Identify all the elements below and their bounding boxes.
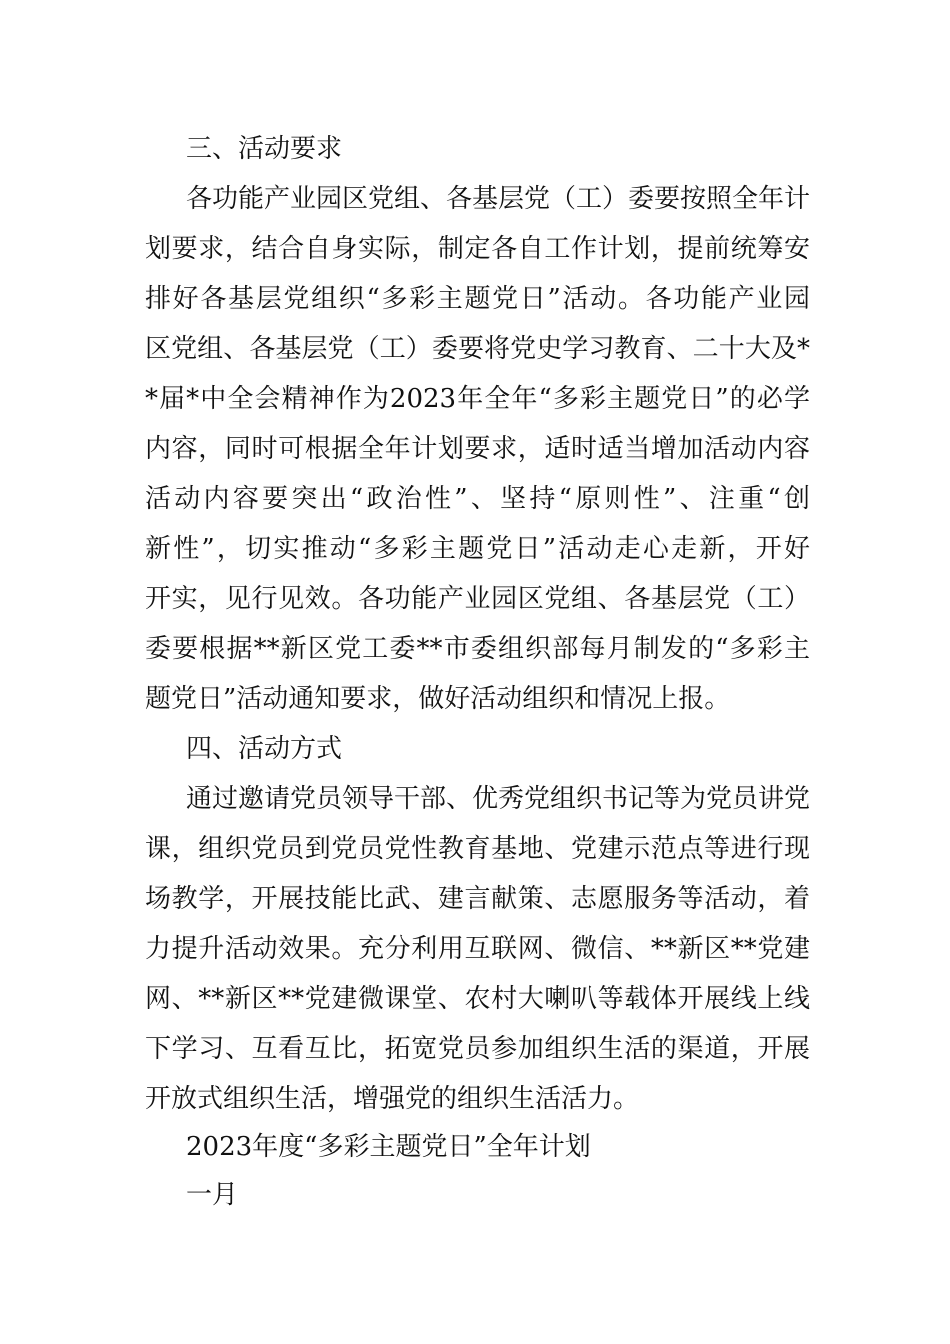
paragraph-line: 力提升活动效果。充分利用互联网、微信、**新区**党建 <box>145 934 810 964</box>
section-heading-requirements: 三、活动要求 <box>186 134 343 164</box>
paragraph-line: 排好各基层党组织“多彩主题党日”活动。各功能产业园 <box>145 284 810 314</box>
paragraph-line: 网、**新区**党建微课堂、农村大喇叭等载体开展线上线 <box>145 984 810 1014</box>
paragraph-line: 委要根据**新区党工委**市委组织部每月制发的“多彩主 <box>145 634 810 664</box>
paragraph-line: 题党日”活动通知要求，做好活动组织和情况上报。 <box>145 684 731 714</box>
paragraph-line: 各功能产业园区党组、各基层党（工）委要按照全年计 <box>186 184 810 214</box>
paragraph-line: 场教学，开展技能比武、建言献策、志愿服务等活动，着 <box>145 884 810 914</box>
paragraph-line: 活动内容要突出“政治性”、坚持“原则性”、注重“创 <box>145 484 810 514</box>
plan-title: 2023年度“多彩主题党日”全年计划 <box>186 1132 591 1162</box>
paragraph-line: *届*中全会精神作为2023年全年“多彩主题党日”的必学 <box>145 384 810 414</box>
paragraph-line: 通过邀请党员领导干部、优秀党组织书记等为党员讲党 <box>186 784 810 814</box>
paragraph-line: 课，组织党员到党员党性教育基地、党建示范点等进行现 <box>145 834 810 864</box>
paragraph-line: 新性”，切实推动“多彩主题党日”活动走心走新，开好 <box>145 534 810 564</box>
section-heading-methods: 四、活动方式 <box>186 734 343 764</box>
paragraph-line: 内容，同时可根据全年计划要求，适时适当增加活动内容 <box>145 434 810 464</box>
paragraph-line: 划要求，结合自身实际，制定各自工作计划，提前统筹安 <box>145 234 810 264</box>
paragraph-line: 区党组、各基层党（工）委要将党史学习教育、二十大及* <box>145 334 810 364</box>
paragraph-line: 开实，见行见效。各功能产业园区党组、各基层党（工） <box>145 584 810 614</box>
paragraph-line: 开放式组织生活，增强党的组织生活活力。 <box>145 1084 640 1114</box>
paragraph-line: 下学习、互看互比，拓宽党员参加组织生活的渠道，开展 <box>145 1034 810 1064</box>
month-heading: 一月 <box>186 1180 239 1210</box>
